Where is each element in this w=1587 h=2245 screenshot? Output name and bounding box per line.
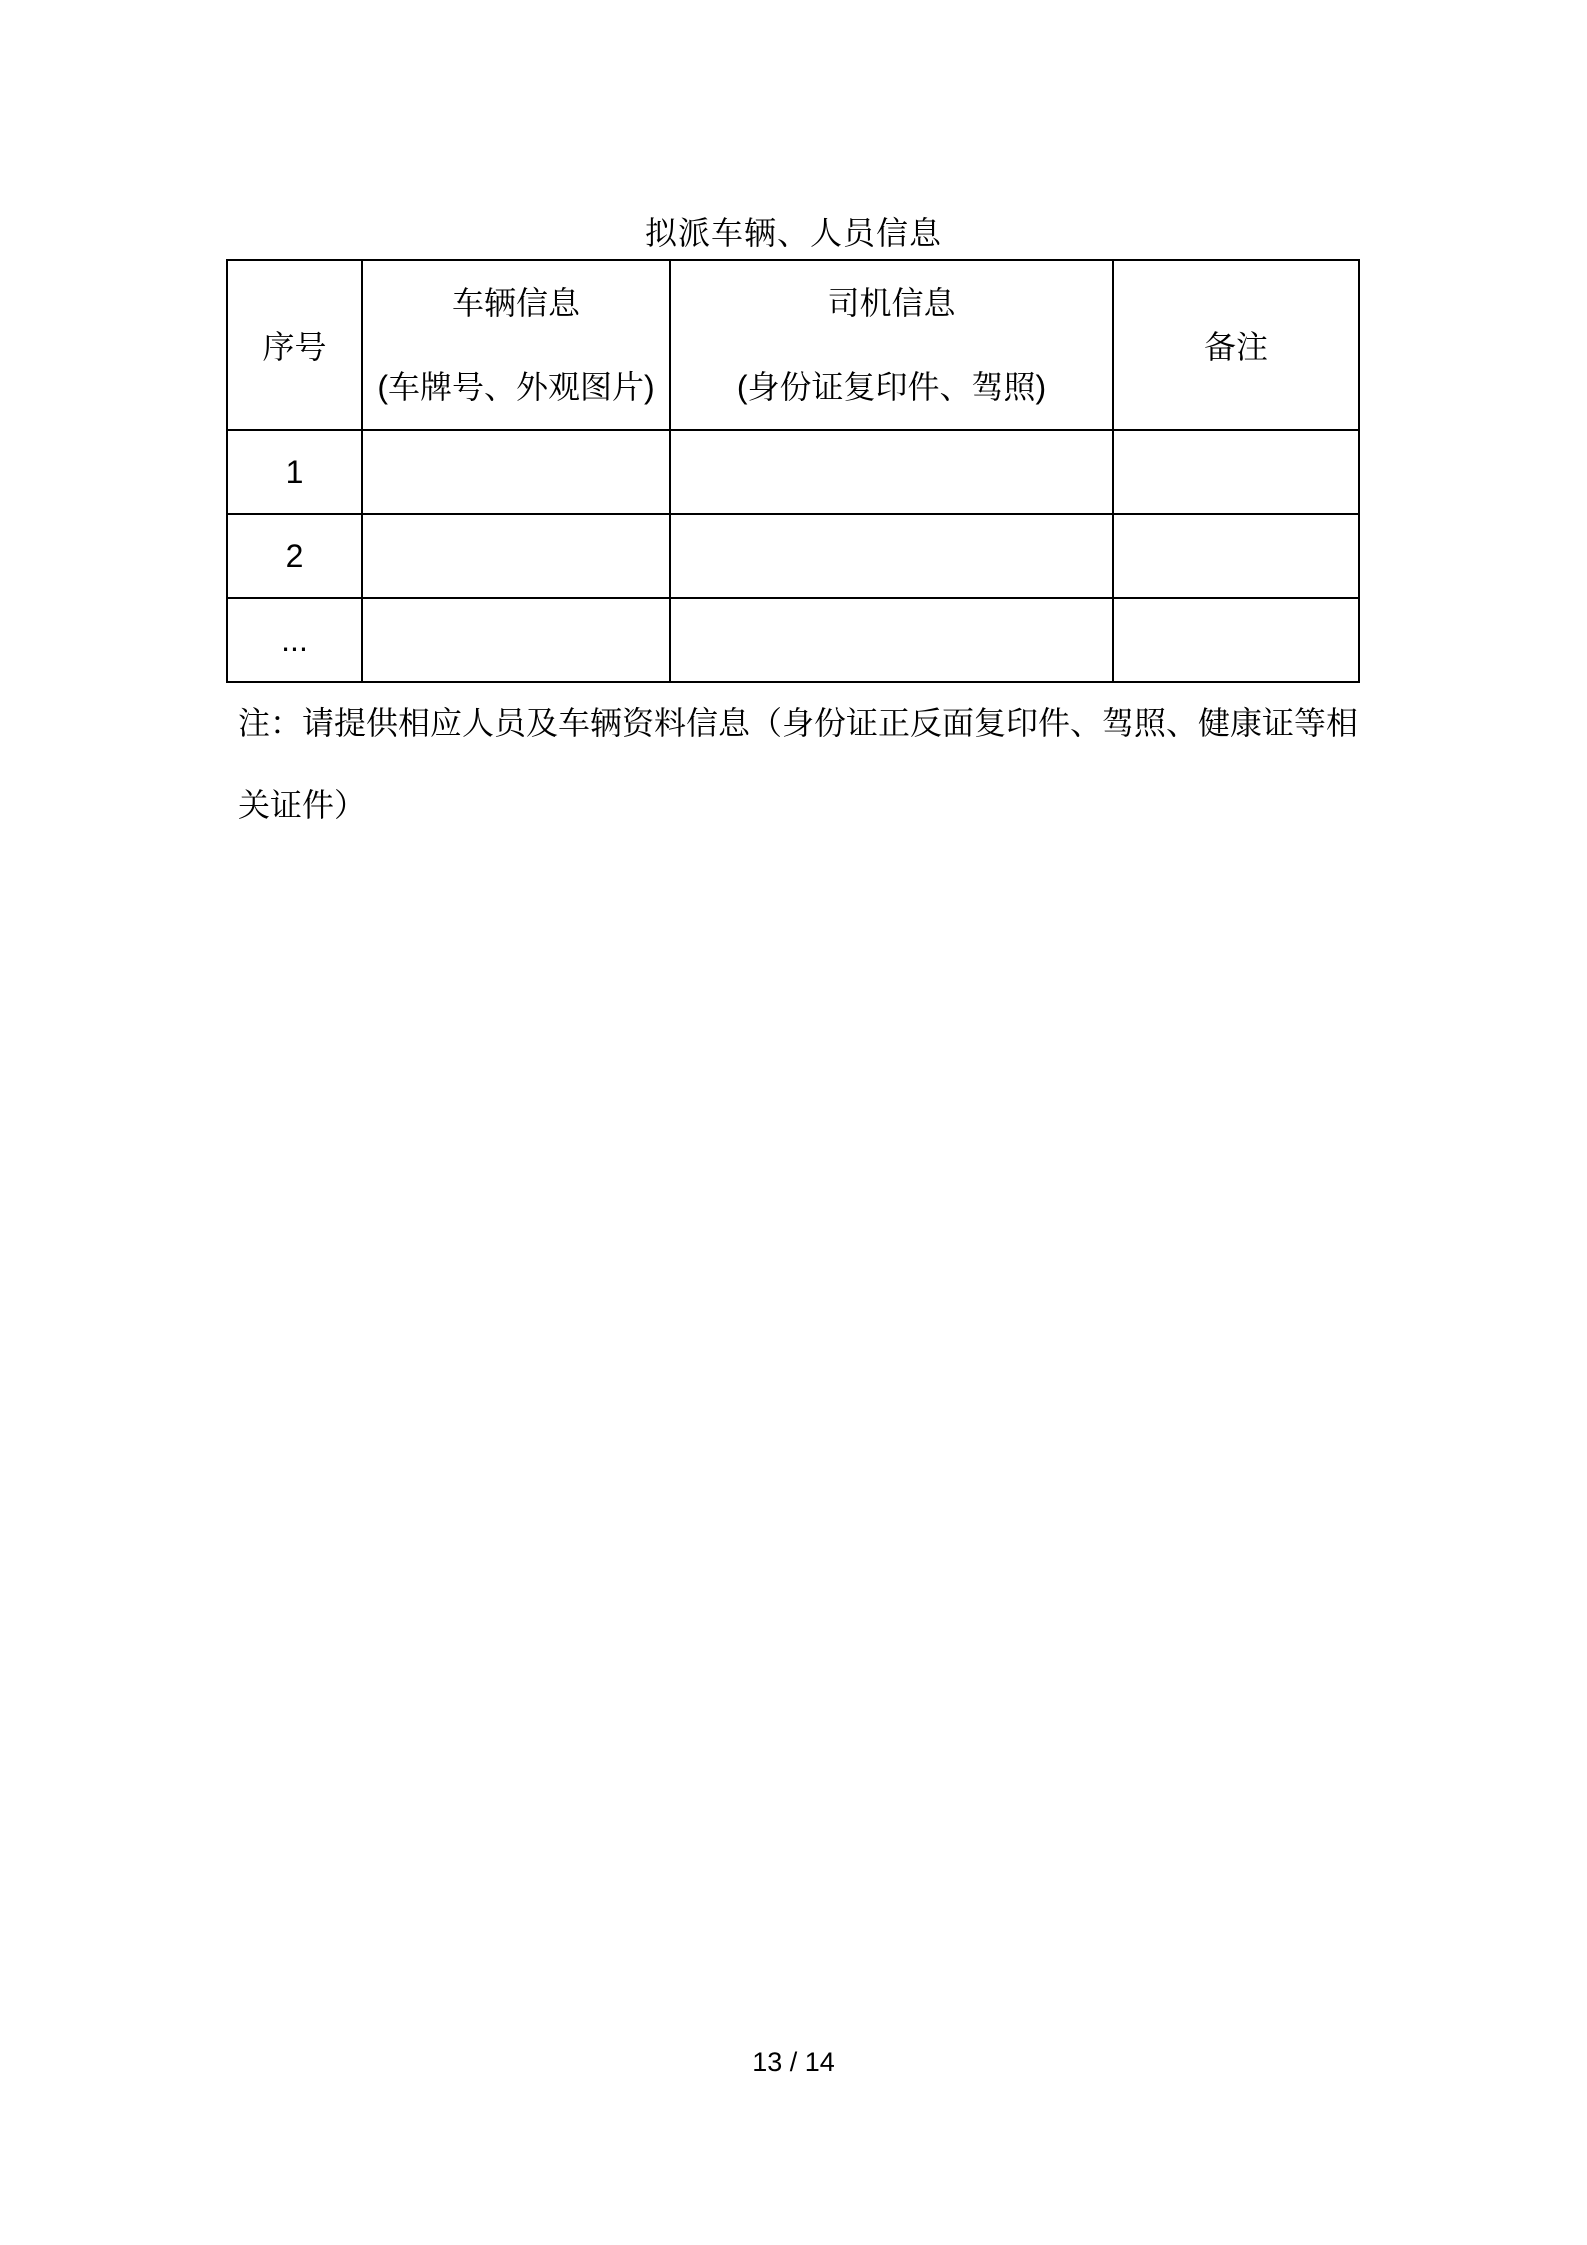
cell-driver-info	[670, 514, 1113, 598]
page-number: 13 / 14	[752, 2047, 835, 2077]
page-title: 拟派车辆、人员信息	[644, 215, 942, 251]
cell-remark	[1113, 598, 1359, 682]
cell-driver-info	[670, 430, 1113, 514]
note-text: 注：请提供相应人员及车辆资料信息（身份证正反面复印件、驾照、健康证等相关证件）	[238, 705, 1359, 823]
table-row-2	[227, 514, 1359, 598]
vehicle-personnel-table	[226, 259, 1360, 683]
cell-seq: 1	[227, 430, 362, 514]
cell-vehicle-info	[362, 598, 670, 682]
header-seq	[227, 260, 362, 430]
header-driver-subtitle: (身份证复印件、驾照)	[736, 369, 1047, 405]
cell-remark	[1113, 514, 1359, 598]
header-remark	[1113, 260, 1359, 430]
table-header-row	[227, 260, 1359, 430]
header-vehicle-info	[362, 260, 670, 430]
header-driver-info	[670, 260, 1113, 430]
cell-driver-info	[670, 598, 1113, 682]
header-vehicle-title: 车辆信息	[451, 285, 580, 321]
cell-vehicle-info	[362, 514, 670, 598]
header-driver-title: 司机信息	[827, 285, 956, 321]
header-seq-label: 序号	[262, 329, 327, 365]
cell-seq: ...	[227, 598, 362, 682]
header-vehicle-subtitle: (车牌号、外观图片)	[377, 369, 655, 405]
header-remark-label: 备注	[1203, 329, 1268, 365]
cell-seq: 2	[227, 514, 362, 598]
table-row-ellipsis	[227, 598, 1359, 682]
cell-vehicle-info	[362, 430, 670, 514]
cell-remark	[1113, 430, 1359, 514]
table-row-1	[227, 430, 1359, 514]
